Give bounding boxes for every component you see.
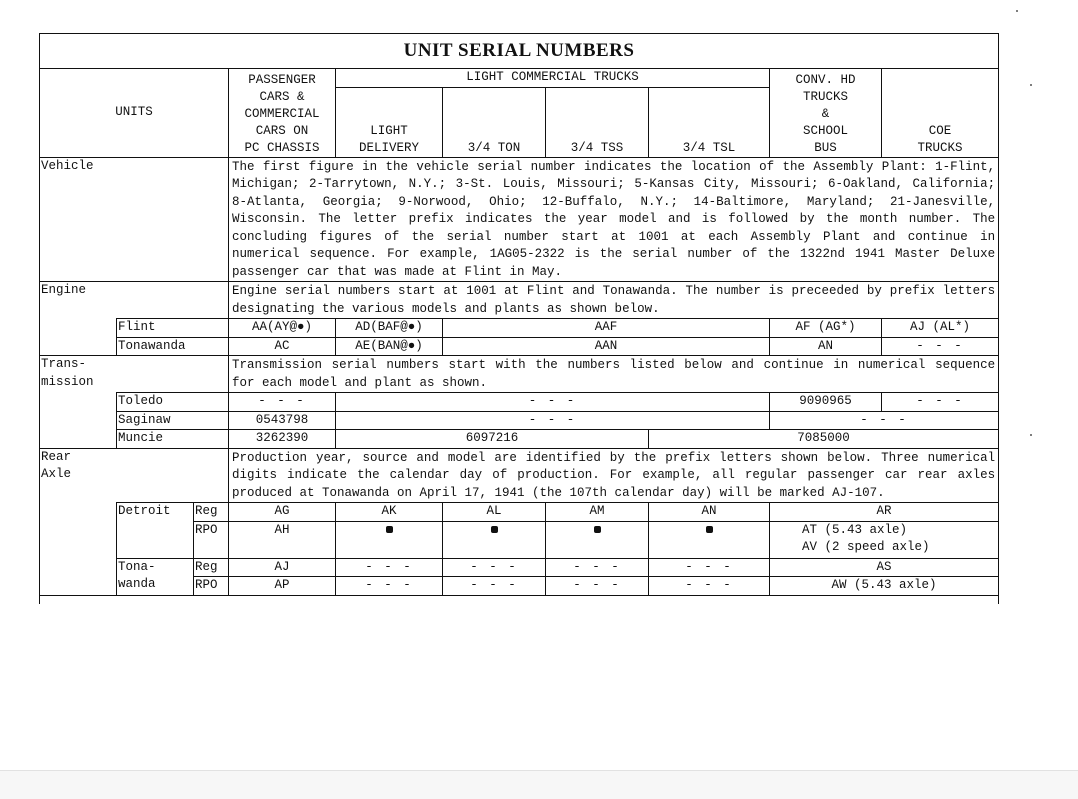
type-rpo: RPO (194, 577, 229, 596)
axle-detroit-reg-3-4-ton: AL (443, 503, 546, 522)
axle-detroit-rpo-3-4-tsl (649, 521, 770, 558)
axle-tonawanda-reg-light-delivery: - - - (336, 558, 443, 577)
header-text: TRUCKS (917, 140, 963, 155)
header-conv-hd-trucks (770, 69, 882, 158)
label-text: mission (41, 374, 94, 389)
plant-saginaw: Saginaw (117, 411, 229, 430)
engine-flint-light-trucks: AAF (443, 319, 770, 338)
scan-speck (1030, 84, 1032, 86)
header-3-4-tsl: 3/4 TSL (649, 87, 770, 157)
cut-off-section (40, 595, 999, 604)
row-label-rear-axle (40, 448, 229, 503)
transmission-row-toledo (40, 393, 999, 412)
header-text: DELIVERY (358, 140, 419, 155)
engine-tonawanda-conv-hd: AN (770, 337, 882, 356)
spacer (40, 337, 117, 356)
header-text: SCHOOL (802, 123, 848, 138)
engine-tonawanda-light-trucks: AAN (443, 337, 770, 356)
type-reg: Reg (194, 558, 229, 577)
label-text: wanda (118, 577, 156, 591)
header-light-commercial-trucks: LIGHT COMMERCIAL TRUCKS (336, 69, 770, 88)
axle-row-tonawanda-reg (40, 558, 999, 577)
axle-tonawanda-reg-heavy: AS (770, 558, 999, 577)
plant-toledo: Toledo (117, 393, 229, 412)
trans-toledo-conv-hd: 9090965 (770, 393, 882, 412)
trans-muncie-light-b: 7085000 (649, 430, 999, 449)
header-text: BUS (814, 140, 837, 155)
axle-tonawanda-rpo-3-4-tss: - - - (546, 577, 649, 596)
engine-flint-light-delivery: AD(BAF@●) (336, 319, 443, 338)
scan-speck (1030, 434, 1032, 436)
scan-speck (1016, 10, 1018, 12)
label-text: Trans- (41, 357, 87, 371)
trans-toledo-coe: - - - (882, 393, 999, 412)
axle-detroit-rpo-passenger: AH (229, 521, 336, 558)
trans-toledo-passenger: - - - (229, 393, 336, 412)
axle-tonawanda-rpo-3-4-tsl: - - - (649, 577, 770, 596)
row-label-vehicle: Vehicle (40, 157, 229, 282)
label-text: Axle (41, 467, 72, 481)
axle-tonawanda-reg-3-4-tss: - - - (546, 558, 649, 577)
engine-tonawanda-light-delivery: AE(BAN@●) (336, 337, 443, 356)
header-text: CONV. HD (795, 72, 856, 87)
spacer (40, 411, 117, 430)
header-units: UNITS (40, 69, 229, 158)
header-text: TRUCKS (802, 89, 848, 104)
engine-flint-conv-hd: AF (AG*) (770, 319, 882, 338)
axle-detroit-rpo-3-4-ton (443, 521, 546, 558)
plant-tonawanda: Tonawanda (117, 337, 229, 356)
header-text: COE (928, 123, 952, 138)
spacer (40, 393, 117, 412)
axle-option-text: AV (2 speed axle) (802, 540, 930, 554)
label-text: Rear (41, 449, 72, 464)
header-text: PASSENGER (248, 72, 316, 87)
bullet-icon (386, 526, 393, 533)
transmission-row-saginaw (40, 411, 999, 430)
axle-detroit-rpo-heavy (770, 521, 999, 558)
axle-detroit-reg-passenger: AG (229, 503, 336, 522)
transmission-description: Transmission serial numbers start with the numbers listed below and continue in numerical sequence for each model and plant as shown. (229, 356, 999, 393)
trans-muncie-light-a: 6097216 (336, 430, 649, 449)
row-label-transmission (40, 356, 229, 393)
axle-detroit-reg-light-delivery: AK (336, 503, 443, 522)
header-text: CARS ON (255, 123, 309, 138)
spacer (40, 430, 117, 449)
type-reg: Reg (194, 503, 229, 522)
header-coe-trucks (882, 69, 999, 158)
label-text: Tona- (118, 559, 156, 574)
cut-off-row (40, 595, 999, 604)
trans-saginaw-light-trucks: - - - (336, 411, 770, 430)
axle-option-text: AT (5.43 axle) (802, 522, 908, 537)
transmission-row-muncie (40, 430, 999, 449)
row-label-engine: Engine (40, 282, 229, 319)
header-text: COMMERCIAL (244, 106, 320, 121)
bullet-icon (594, 526, 601, 533)
axle-tonawanda-rpo-heavy: AW (5.43 axle) (770, 577, 999, 596)
trans-saginaw-passenger: 0543798 (229, 411, 336, 430)
plant-tonawanda-axle (117, 558, 194, 595)
engine-tonawanda-coe: - - - (882, 337, 999, 356)
header-3-4-tss: 3/4 TSS (546, 87, 649, 157)
axle-detroit-reg-heavy: AR (770, 503, 999, 522)
trans-toledo-light-trucks: - - - (336, 393, 770, 412)
plant-flint: Flint (117, 319, 229, 338)
axle-tonawanda-reg-3-4-tsl: - - - (649, 558, 770, 577)
spacer (40, 319, 117, 338)
vehicle-description: The first figure in the vehicle serial number indicates the location of the Assembly Plant: 1-Flint, Michigan; 2-Tarrytown, N.Y.; 3-St. Louis, Missouri; 5-Kansas City, Missouri; 6-Oakland, California; 8-Atlanta, Georgia; 9-Norwood, Ohio; 12-Buffalo, N.Y.; 14-Baltimore, Maryland; 21-Janesville, Wisconsin. The letter prefix indicates the year model and is followed by the month number. The concluding figures of the serial number start at 1001 at each Assembly Plant and continue in numerical sequence. For example, 1AG05-2322 is the serial number of the 1322nd 1941 Master Deluxe passenger car that was made at Flint in May. (229, 157, 999, 282)
header-passenger-cars (229, 69, 336, 158)
axle-tonawanda-reg-3-4-ton: - - - (443, 558, 546, 577)
engine-row-flint (40, 319, 999, 338)
axle-tonawanda-reg-passenger: AJ (229, 558, 336, 577)
plant-detroit: Detroit (117, 503, 194, 559)
header-text: PC CHASSIS (244, 140, 320, 155)
header-text: CARS & (259, 89, 305, 104)
axle-detroit-reg-3-4-tss: AM (546, 503, 649, 522)
axle-tonawanda-rpo-3-4-ton: - - - (443, 577, 546, 596)
header-text: LIGHT (370, 123, 408, 138)
viewer-background (0, 770, 1078, 799)
unit-serial-numbers-table (39, 33, 999, 604)
engine-row-tonawanda (40, 337, 999, 356)
axle-detroit-rpo-light-delivery (336, 521, 443, 558)
header-3-4-ton: 3/4 TON (443, 87, 546, 157)
bullet-icon (706, 526, 713, 533)
engine-flint-passenger: AA(AY@●) (229, 319, 336, 338)
table-title: UNIT SERIAL NUMBERS (40, 34, 999, 69)
bullet-icon (491, 526, 498, 533)
axle-row-detroit-reg (40, 503, 999, 522)
axle-tonawanda-rpo-passenger: AP (229, 577, 336, 596)
engine-flint-coe: AJ (AL*) (882, 319, 999, 338)
plant-muncie: Muncie (117, 430, 229, 449)
spacer (40, 503, 117, 596)
engine-tonawanda-passenger: AC (229, 337, 336, 356)
type-rpo: RPO (194, 521, 229, 558)
engine-description: Engine serial numbers start at 1001 at Flint and Tonawanda. The number is preceeded by prefix letters designating the various models and plants as shown below. (229, 282, 999, 319)
trans-saginaw-heavy: - - - (770, 411, 999, 430)
axle-detroit-reg-3-4-tsl: AN (649, 503, 770, 522)
trans-muncie-passenger: 3262390 (229, 430, 336, 449)
header-text: & (821, 106, 830, 121)
axle-tonawanda-rpo-light-delivery: - - - (336, 577, 443, 596)
axle-detroit-rpo-3-4-tss (546, 521, 649, 558)
header-light-delivery (336, 87, 443, 157)
rear-axle-description: Production year, source and model are identified by the prefix letters shown below. Three numerical digits indicate the calendar day of production. For example, all regular passenger car rear axles produced at Tonawanda on April 17, 1941 (the 107th calendar day) will be marked AJ-107. (229, 448, 999, 503)
